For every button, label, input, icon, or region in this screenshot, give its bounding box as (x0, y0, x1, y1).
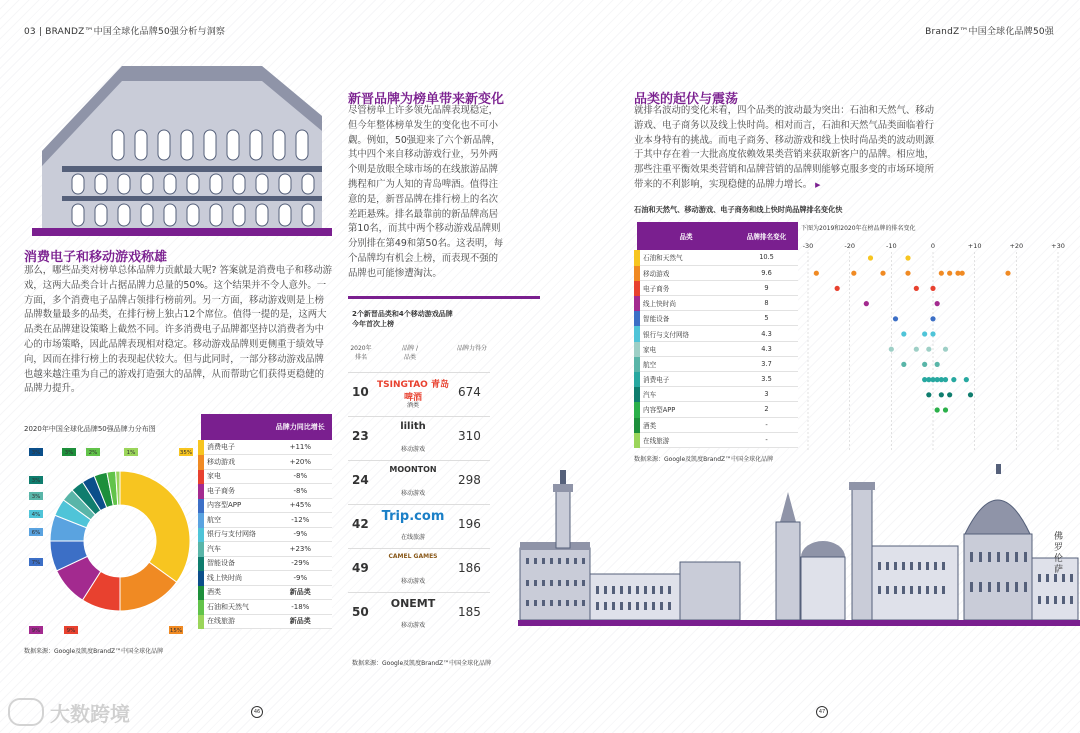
category-row (201, 571, 332, 586)
rank-change-dot (960, 271, 965, 276)
x-tick-label: +10 (967, 242, 982, 250)
rank-change-value: 5 (735, 311, 798, 326)
donut-percent-label (169, 626, 183, 634)
page-header-right: BrandZ™中国全球化品牌50强 (925, 27, 1054, 37)
new-entrant-category: 移动游戏 (400, 578, 425, 585)
rank-change-value: 8 (735, 296, 798, 311)
rank-change-row (637, 356, 798, 371)
brand-logo: TSINGTAO 青岛啤酒 (377, 380, 449, 403)
rank-col-category: 品类 (637, 222, 735, 250)
rank-category-name: 线上快时尚 (637, 296, 735, 311)
category-row (201, 469, 332, 484)
rank-category-name: 家电 (637, 341, 735, 356)
watermark-text: 大数跨境 (50, 702, 130, 726)
brand-logo: Trip.com (381, 509, 445, 524)
rank-change-dot (951, 377, 956, 382)
category-row (201, 542, 332, 557)
right-body-text (634, 104, 934, 193)
donut-percent-label (179, 448, 193, 456)
category-growth-value: +20% (269, 455, 332, 470)
svg-text:2%: 2% (88, 450, 98, 456)
section-title-right: 品类的起伏与震荡 (634, 92, 739, 107)
svg-text:4%: 4% (31, 512, 41, 518)
svg-text:3%: 3% (31, 478, 41, 484)
rank-chart-title: 石油和天然气、移动游戏、电子商务和线上快时尚品牌排名变化快 (634, 205, 843, 214)
new-entrant-row (348, 592, 490, 632)
rank-change-dot (864, 301, 869, 306)
page-number-right: 47 (816, 706, 828, 718)
new-entrant-category: 移动游戏 (400, 622, 425, 629)
category-name: 移动游戏 (201, 455, 269, 470)
col-rank-header (348, 343, 374, 361)
rank-dot-plot (800, 236, 1070, 454)
new-entrant-score: 196 (458, 517, 481, 531)
rank-change-dot (930, 286, 935, 291)
rank-change-value: 3.7 (735, 356, 798, 371)
new-entrant-score: 298 (458, 473, 481, 487)
donut-percent-label (29, 448, 43, 456)
rank-change-row (637, 341, 798, 356)
rank-category-name: 移动游戏 (637, 265, 735, 280)
new-entrant-score: 185 (458, 605, 481, 619)
brand-logo: lilith (400, 421, 426, 432)
rank-change-dot (893, 316, 898, 321)
left-body-text: 那么，哪些品类对榜单总体品牌力贡献最大呢? 答案就是消费电子和移动游戏，这两大品类合计占据品牌力总量的50%。这个结果并不令人意外。一方面，多个消费电子品牌占领排行榜前列。另一方面，移动游戏则是上榜品牌数量最多的品类，在排行榜上独占12个席位。值得一提的是，这两大品类在品牌建设策略上截然不同。许多消费电子品牌都坚持以消费者为中心的市场策略，因此品牌表现相对稳定。移动游戏品牌则更侧重于绩效导向，因而在排行榜上的表现起伏较大。但与此同时，一部分移动游戏品牌也越来越注重为自己的游戏打造强大的品牌，从而帮助它们获得更稳健的品牌力提升。 (24, 265, 332, 395)
donut-percent-label (29, 492, 43, 500)
svg-text:9%: 9% (31, 628, 41, 634)
category-name: 航空 (201, 513, 269, 528)
category-growth-value: -8% (269, 484, 332, 499)
category-row (201, 585, 332, 600)
rank-change-dot (939, 392, 944, 397)
svg-text:7%: 7% (31, 560, 41, 566)
new-entrant-rank: 49 (352, 561, 369, 575)
donut-percent-label (29, 558, 43, 566)
category-row (201, 614, 332, 629)
category-growth-value: -29% (269, 556, 332, 571)
donut-percent-label (86, 448, 100, 456)
right-body-content: 就排名波动的变化来看，四个品类的波动最为突出：石油和天然气、移动游戏、电子商务以及线上快时尚。相对而言，石油和天然气品类面临着行业本身特有的挑战。而电子商务、移动游戏和线上快时尚品类的波动则源于其中存在着一大批高度依赖效果类营销来获取新客户的品牌。相应地，那些注重平衡效果类营销和品牌营销的品牌则能够克服多变的市场环境所带来的不利影响，实现稳健的品牌力增长。 (634, 105, 935, 190)
donut-percent-label (29, 626, 43, 634)
rank-change-value: 9.6 (735, 265, 798, 280)
rank-change-dot (880, 271, 885, 276)
category-row (201, 556, 332, 571)
middle-source-note: 数据来源：Google及凯度BrandZ™中国全球化品牌 (352, 660, 492, 667)
rank-change-dot (914, 286, 919, 291)
continue-arrow-icon: ▶ (815, 180, 821, 189)
rank-change-dot (968, 392, 973, 397)
rank-category-name: 内容型APP (637, 402, 735, 417)
rank-category-name: 消费电子 (637, 372, 735, 387)
category-growth-value: 新品类 (269, 585, 332, 600)
rank-change-dot (889, 347, 894, 352)
new-entrant-rank: 50 (352, 605, 369, 619)
rank-change-value: 4.3 (735, 341, 798, 356)
rank-category-name: 汽车 (637, 387, 735, 402)
florence-skyline-illustration (518, 462, 1080, 628)
category-name: 消费电子 (201, 440, 269, 455)
rank-change-dot (935, 362, 940, 367)
category-growth-value: +11% (269, 440, 332, 455)
category-growth-value: -12% (269, 513, 332, 528)
rank-category-name: 电子商务 (637, 280, 735, 295)
rank-change-row (637, 387, 798, 402)
new-entrants-title (352, 309, 453, 329)
category-row (201, 455, 332, 470)
rank-change-value: 3 (735, 387, 798, 402)
left-source-note: 数据来源：Google及凯度BrandZ™中国全球化品牌 (24, 648, 164, 655)
rank-change-dot (930, 316, 935, 321)
rank-change-dot (943, 407, 948, 412)
svg-text:3%: 3% (31, 450, 41, 456)
rank-category-name: 智能设备 (637, 311, 735, 326)
growth-column-header: 品牌力同比增长 (269, 414, 332, 440)
brand-logo: ONEMT (390, 597, 436, 610)
city-label: 佛罗伦萨 (1054, 532, 1064, 575)
donut-percent-label (62, 448, 76, 456)
new-entrant-score: 310 (458, 429, 481, 443)
rank-change-dot (930, 331, 935, 336)
donut-slice (120, 471, 190, 582)
rank-change-dot (922, 362, 927, 367)
rank-change-row (637, 326, 798, 341)
rank-change-dot (943, 377, 948, 382)
rank-change-dot (835, 286, 840, 291)
x-tick-label: -30 (802, 242, 814, 250)
new-entrant-rank: 24 (352, 473, 369, 487)
new-entrant-category: 在线旅游 (400, 534, 425, 541)
new-entrant-rank: 10 (352, 385, 369, 399)
rank-change-dot (947, 271, 952, 276)
middle-body-text: 尽管榜单上许多领先品牌表现稳定，但今年整体榜单发生的变化也不可小觑。例如，50强迎来了六个新品牌，其中四个来自移动游戏行业，另外两个则是放眼全球市场的在线旅游品牌携程和广为人知的青岛啤酒。值得注意的是，新晋品牌在排行榜上的名次差距悬殊。排名最靠前的新品牌高居第10名，而其中两个移动游戏品牌则分别排在第49和第50名。这表明，每个品牌均有机会上榜，而表现不强的品牌也可能惨遭淘汰。 (348, 105, 504, 279)
col-brand-header (392, 343, 428, 361)
rank-change-row (637, 265, 798, 280)
category-name: 石油和天然气 (201, 600, 269, 615)
rank-change-dot (905, 271, 910, 276)
category-growth-value: -8% (269, 469, 332, 484)
page-header-left: 03 | BRANDZ™中国全球化品牌50强分析与洞察 (24, 27, 226, 37)
category-growth-table (198, 414, 332, 629)
svg-text:15%: 15% (169, 628, 183, 634)
new-entrant-row (348, 548, 490, 588)
category-name: 酒类 (201, 585, 269, 600)
rank-change-value: 2 (735, 402, 798, 417)
rank-change-value: 10.5 (735, 250, 798, 265)
category-row (201, 600, 332, 615)
rank-change-row (637, 432, 798, 447)
donut-chart (24, 438, 199, 643)
col-rank-header-1: 2020年 (350, 345, 372, 352)
col-rank-header-2: 排名 (354, 354, 367, 361)
rank-change-dot (926, 347, 931, 352)
category-growth-value: 新品类 (269, 614, 332, 629)
rank-change-row (637, 311, 798, 326)
donut-percent-label (29, 528, 43, 536)
svg-text:9%: 9% (66, 628, 76, 634)
rank-change-dot (851, 271, 856, 276)
svg-text:35%: 35% (179, 450, 193, 456)
brand-logo: CAMEL GAMES (388, 553, 438, 560)
category-growth-value: -18% (269, 600, 332, 615)
rank-change-value: - (735, 432, 798, 447)
rank-category-name: 酒类 (637, 417, 735, 432)
rank-change-dot (964, 377, 969, 382)
rank-change-value: 4.3 (735, 326, 798, 341)
col-score-header: 品牌力得分 (456, 345, 487, 352)
rank-change-dot (926, 392, 931, 397)
category-name: 银行与支付网络 (201, 527, 269, 542)
rank-change-dot (905, 255, 910, 260)
new-entrant-row (348, 372, 490, 412)
donut-percent-label (29, 476, 43, 484)
category-growth-value: -9% (269, 571, 332, 586)
new-entrant-score: 674 (458, 385, 481, 399)
rank-change-dot (947, 392, 952, 397)
colosseum-illustration (32, 56, 332, 236)
brand-logo: MOONTON (389, 465, 437, 474)
donut-percent-label (29, 510, 43, 518)
right-source-note: 数据来源：Google及凯度BrandZ™中国全球化品牌 (634, 456, 774, 463)
new-entrant-category: 移动游戏 (400, 490, 425, 497)
rank-chart-subtitle: 下图为2019和2020年在榜品牌的排名变化 (801, 225, 916, 232)
rank-category-name: 航空 (637, 356, 735, 371)
new-entrant-score: 186 (458, 561, 481, 575)
donut-percent-label (124, 448, 138, 456)
x-tick-label: -20 (844, 242, 855, 250)
section-title-middle: 新晋品牌为榜单带来新变化 (348, 92, 505, 107)
svg-text:1%: 1% (126, 450, 136, 456)
svg-text:3%: 3% (31, 494, 41, 500)
new-entrant-rank: 42 (352, 517, 369, 531)
rank-change-dot (901, 331, 906, 336)
new-entrant-row (348, 504, 490, 544)
page-number-left: 46 (251, 706, 263, 718)
category-growth-value: -9% (269, 527, 332, 542)
new-entrants-title-line2: 今年首次上榜 (352, 320, 394, 328)
new-entrant-row (348, 416, 490, 456)
category-name: 汽车 (201, 542, 269, 557)
rank-change-row (637, 417, 798, 432)
category-row (201, 513, 332, 528)
category-row (201, 498, 332, 513)
rank-change-value: 9 (735, 280, 798, 295)
x-tick-label: -10 (886, 242, 897, 250)
rank-change-dot (922, 331, 927, 336)
rank-change-dot (1005, 271, 1010, 276)
new-entrant-category: 移动游戏 (400, 446, 425, 453)
category-growth-value: +45% (269, 498, 332, 513)
rank-change-value: 3.5 (735, 372, 798, 387)
category-name: 电子商务 (201, 484, 269, 499)
category-row (201, 484, 332, 499)
x-tick-label: +20 (1009, 242, 1024, 250)
middle-divider (348, 296, 540, 299)
rank-change-row (637, 402, 798, 417)
rank-category-name: 石油和天然气 (637, 250, 735, 265)
category-name: 家电 (201, 469, 269, 484)
rank-change-dot (935, 301, 940, 306)
category-row (201, 440, 332, 455)
new-entrants-title-line1: 2个新晋品类和4个移动游戏品牌 (352, 310, 453, 318)
rank-change-dot (901, 362, 906, 367)
rank-change-row (637, 280, 798, 295)
donut-percent-label (64, 626, 78, 634)
rank-change-dot (868, 255, 873, 260)
rank-change-dot (943, 347, 948, 352)
x-tick-label: +30 (1051, 242, 1065, 250)
rank-change-dot (914, 347, 919, 352)
rank-change-row (637, 296, 798, 311)
watermark-logo (8, 698, 44, 726)
rank-category-name: 银行与支付网络 (637, 326, 735, 341)
col-brand-header-1: 品牌 / (402, 345, 418, 352)
donut-chart-title: 2020年中国全球化品牌50强品牌力分布图 (24, 425, 156, 433)
category-row (201, 527, 332, 542)
category-name: 线上快时尚 (201, 571, 269, 586)
rank-change-table (634, 222, 798, 448)
new-entrant-category: 酒类 (406, 402, 419, 409)
svg-text:6%: 6% (31, 530, 41, 536)
category-name: 内容型APP (201, 498, 269, 513)
rank-change-row (637, 372, 798, 387)
new-entrant-rank: 23 (352, 429, 369, 443)
rank-change-dot (814, 271, 819, 276)
svg-text:3%: 3% (64, 450, 74, 456)
category-name: 智能设备 (201, 556, 269, 571)
rank-change-dot (939, 271, 944, 276)
rank-change-row (637, 250, 798, 265)
col-brand-header-2: 品类 (403, 354, 416, 361)
category-name: 在线旅游 (201, 614, 269, 629)
rank-change-value: - (735, 417, 798, 432)
x-tick-label: 0 (930, 242, 936, 250)
rank-change-dot (935, 407, 940, 412)
new-entrant-row (348, 460, 490, 500)
section-title-left: 消费电子和移动游戏称雄 (24, 250, 168, 265)
category-growth-value: +23% (269, 542, 332, 557)
rank-category-name: 在线旅游 (637, 432, 735, 447)
rank-col-change: 品牌排名变化 (735, 222, 798, 250)
